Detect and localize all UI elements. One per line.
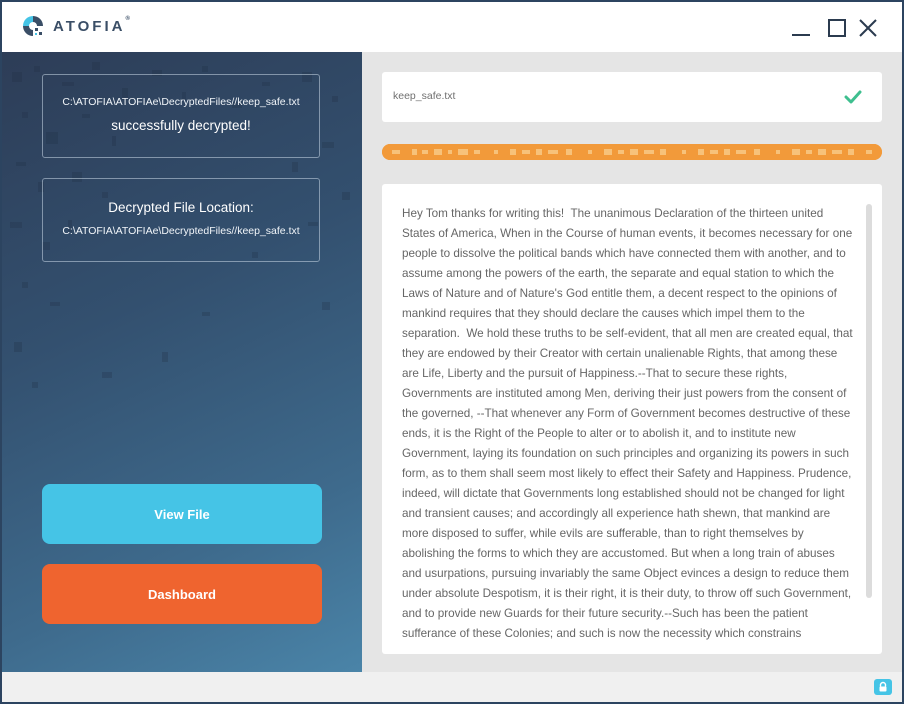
close-icon — [857, 17, 879, 39]
location-title: Decrypted File Location: — [108, 200, 254, 215]
content-scrollbar[interactable] — [866, 204, 872, 598]
maximize-icon — [826, 17, 848, 39]
file-content-text: Hey Tom thanks for writing this! The unanimous Declaration of the thirteen united States of America, When in the Course of human events, it becomes necessary for one people to dissolve the political bands which have connected them with another, and to assume among the powers of the earth, the separate and equal station to which the Laws of Nature and of Nature's God entitle them, a decent respect to the opinions of mankind requires that they should declare the causes which impel them to the separation. We hold these truths to be self-evident, that all men are created equal, that they are endowed by their Creator with certain unalienable Rights, that among these are Life, Liberty and the pursuit of Happiness.--That to secure these rights, Governments are instituted among Men, deriving their just powers from the consent of the governed, --That whenever any Form of Government becomes destructive of these ends, it is the Right of the People to alter or to abolish it, and to institute new Government, laying its foundation on such principles and organizing its powers in such form, as to them shall seem most likely to effect their Safety and Happiness. Prudence, indeed, will dictate that Governments long established should not be changed for light and transient causes; and accordingly all experience hath shewn, that mankind are more disposed to suffer, while evils are sufferable, than to right themselves by abolishing the forms to which they are accustomed. But when a long train of abuses and usurpations, pursuing invariably the same Object evinces a design to reduce them under absolute Despotism, it is their right, it is their duty, to throw off such Government, and to provide new Guards for their future security.--Such has been the patient sufferance of these Colonies; and such is now the necessity which constrains — [402, 207, 856, 640]
decrypt-status-box — [42, 74, 320, 158]
atofia-logo-icon — [21, 14, 45, 38]
location-path: C:\ATOFIA\ATOFIAe\DecryptedFiles//keep_safe.txt — [62, 225, 300, 237]
left-panel — [2, 52, 362, 672]
decrypted-location-box — [42, 178, 320, 262]
title-bar — [2, 2, 902, 52]
file-name: keep_safe.txt — [393, 90, 456, 102]
right-panel — [362, 52, 902, 672]
progress-pattern — [382, 144, 882, 160]
lock-icon[interactable] — [874, 679, 892, 695]
maximize-button[interactable] — [824, 15, 850, 41]
check-icon — [844, 88, 862, 111]
minimize-icon — [790, 17, 812, 39]
brand-name: ATOFIA® — [53, 15, 130, 35]
decrypt-success-message: successfully decrypted! — [111, 118, 251, 133]
decrypt-progress-bar — [382, 144, 882, 160]
file-content-viewer[interactable] — [382, 184, 882, 654]
minimize-button[interactable] — [788, 15, 814, 41]
status-bar — [2, 672, 902, 702]
dashboard-button[interactable]: Dashboard — [42, 564, 322, 624]
close-button[interactable] — [855, 15, 881, 41]
view-file-button[interactable]: View File — [42, 484, 322, 544]
decrypted-file-path: C:\ATOFIA\ATOFIAe\DecryptedFiles//keep_safe.txt — [62, 96, 300, 108]
content-scrollbar-thumb[interactable] — [866, 204, 872, 598]
file-name-bar — [382, 72, 882, 122]
app-logo — [21, 14, 130, 38]
